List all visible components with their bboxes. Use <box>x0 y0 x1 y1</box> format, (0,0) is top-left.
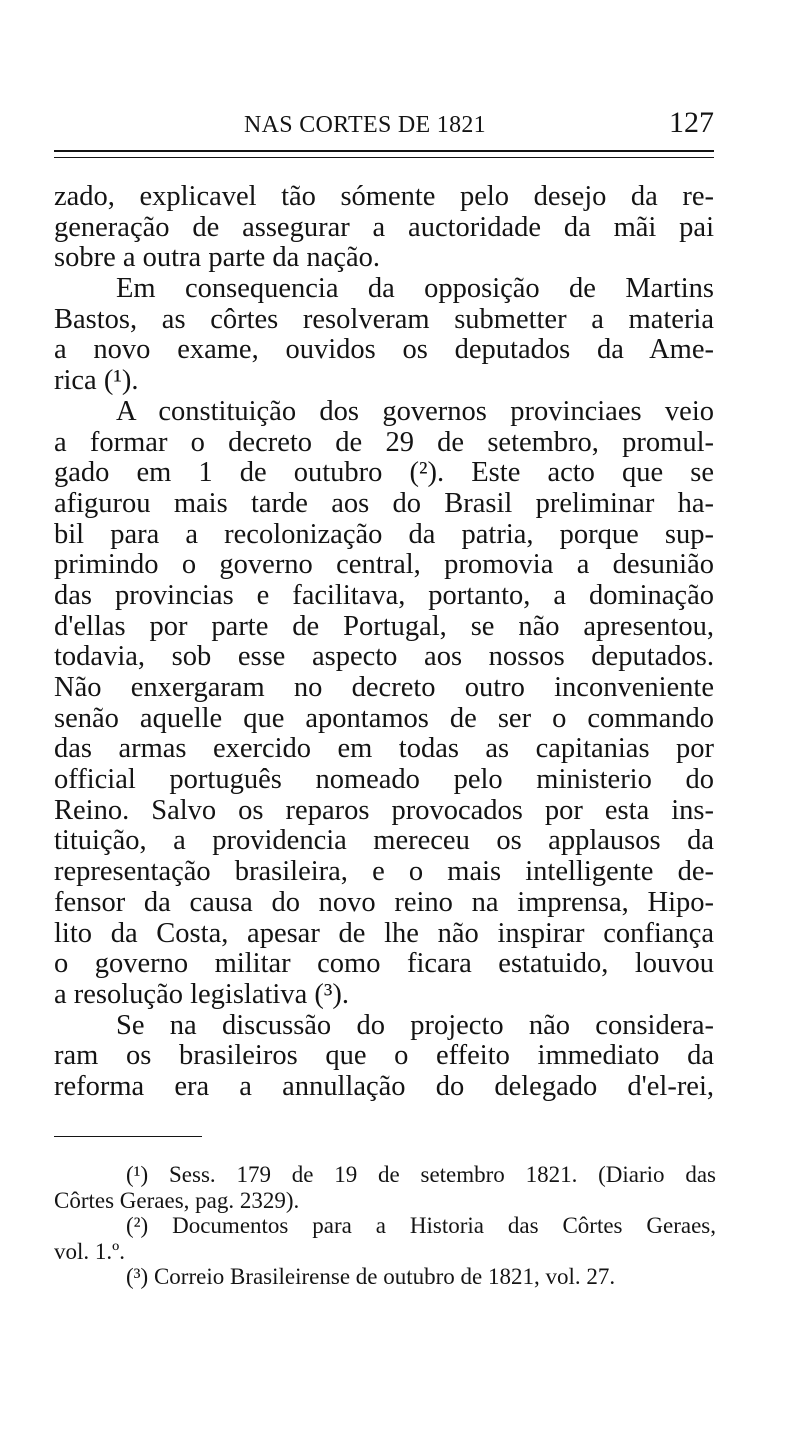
text-line: senão aquelle que apontamos de ser o commando <box>54 702 714 734</box>
text-line: fensor da causa do novo reino na imprensa, Hipo- <box>54 886 714 918</box>
footnote-line: (²) Documentos para a Historia das Côrtes Geraes, <box>126 1213 716 1239</box>
footnote-line: (³) Correio Brasileirense de outubro de 1821, vol. 27. <box>126 1264 616 1290</box>
text-line: reforma era a annullação do delegado d'el-rei, <box>54 1070 714 1102</box>
header-rule <box>54 150 714 158</box>
text-line: generação de assegurar a auctoridade da mãi pai <box>54 211 714 243</box>
text-line: Bastos, as côrtes resolveram submetter a materia <box>54 303 714 335</box>
body-text <box>54 182 714 1103</box>
footnote-line: Côrtes Geraes, pag. 2329). <box>54 1187 300 1213</box>
page-number: 127 <box>669 106 714 139</box>
text-line: gado em 1 de outubro (²). Este acto que se <box>54 457 714 489</box>
text-line: representação brasileira, e o mais intelligente de- <box>54 856 714 888</box>
text-line: afigurou mais tarde aos do Brasil preliminar ha- <box>54 487 714 519</box>
text-line: official português nomeado pelo ministerio do <box>54 764 714 796</box>
footnote-line: vol. 1.º. <box>54 1238 126 1264</box>
text-line: todavia, sob esse aspecto aos nossos deputados. <box>54 641 714 673</box>
text-line: lito da Costa, apesar de lhe não inspirar confiança <box>54 917 714 949</box>
text-line: zado, explicavel tão sómente pelo desejo da re- <box>54 181 714 212</box>
text-line: Reino. Salvo os reparos provocados por esta ins- <box>54 794 714 826</box>
text-line: Se na discussão do projecto não considera- <box>116 1009 714 1041</box>
text-line: a formar o decreto de 29 de setembro, promul- <box>54 426 714 458</box>
text-line: ram os brasileiros que o effeito immediato da <box>54 1040 714 1072</box>
text-line: Em consequencia da opposição de Martins <box>116 273 714 305</box>
text-line: tituição, a providencia mereceu os applausos da <box>54 825 714 857</box>
footnote-rule <box>54 1136 202 1137</box>
text-line: das armas exercido em todas as capitanias por <box>54 733 714 765</box>
text-line: A constituição dos governos provinciaes veio <box>116 395 714 427</box>
running-title: NAS CORTES DE 1821 <box>244 112 486 138</box>
text-line: o governo militar como ficara estatuido, louvou <box>54 948 714 980</box>
text-line: a novo exame, ouvidos os deputados da Ame- <box>54 334 714 366</box>
text-line: primindo o governo central, promovia a desunião <box>54 549 714 581</box>
footnotes <box>54 1162 716 1290</box>
text-line: d'ellas por parte de Portugal, se não apresentou, <box>54 610 714 642</box>
footnote-line: (¹) Sess. 179 de 19 de setembro 1821. (Diario das <box>126 1162 716 1187</box>
text-line: das provincias e facilitava, portanto, a dominação <box>54 579 714 611</box>
text-line: rica (¹). <box>54 365 139 397</box>
text-line: sobre a outra parte da nação. <box>54 242 380 274</box>
text-line: Não enxergaram no decreto outro inconveniente <box>54 672 714 703</box>
text-line: bil para a recolonização da patria, porque sup- <box>54 518 714 550</box>
text-line: a resolução legislativa (³). <box>54 978 350 1010</box>
